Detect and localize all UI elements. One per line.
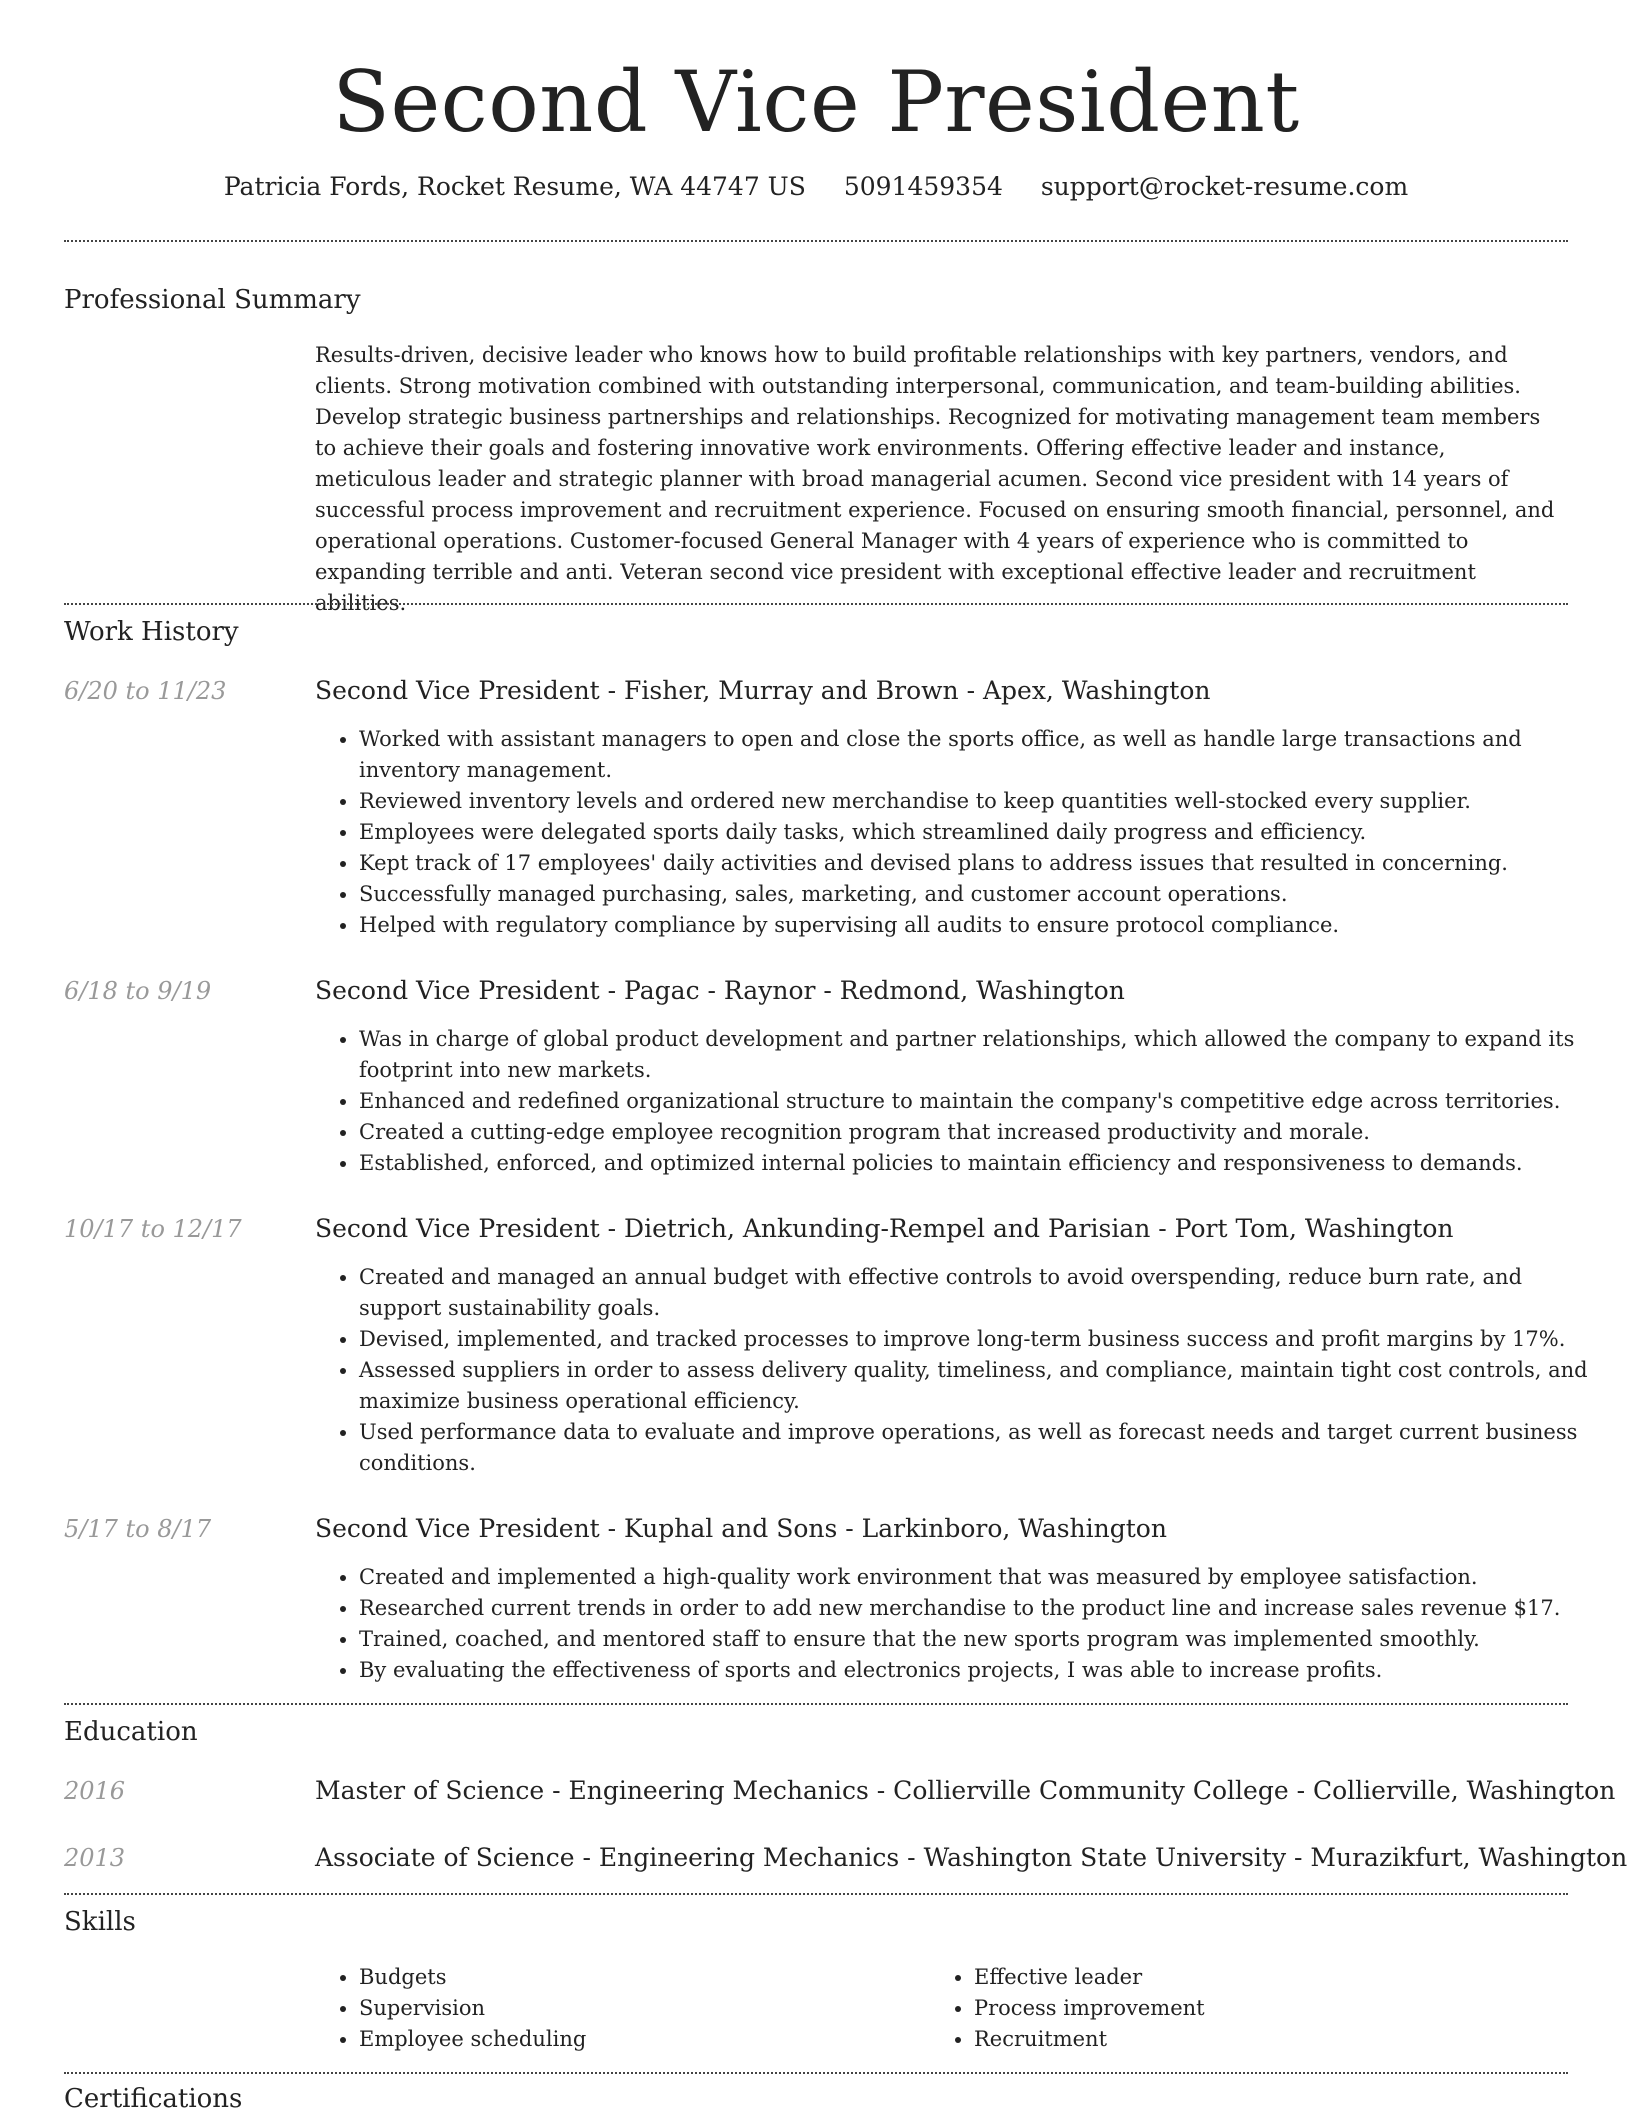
job-bullet: • Helped with regulatory compliance by supervising all audits to ensure protocol compliance. — [359, 910, 1609, 941]
job-dates: 6/20 to 11/23 — [64, 677, 227, 705]
contact-line — [0, 170, 1632, 204]
education-year: 2013 — [64, 1844, 126, 1872]
skill-item: • Effective leader — [974, 1962, 1574, 1993]
contact-address: Patricia Fords, Rocket Resume, WA 44747 US — [223, 172, 806, 201]
job-bullet: • Kept track of 17 employees' daily activities and devised plans to address issues that resulted in concerning. — [359, 848, 1609, 879]
skill-item: • Employee scheduling — [359, 2024, 919, 2055]
education-degree: Associate of Science - Engineering Mechanics - Washington State University - Murazikfurt, Washington — [315, 1843, 1628, 1872]
section-heading-summary: Professional Summary — [64, 285, 361, 315]
divider — [64, 603, 1568, 605]
job-bullet: • Trained, coached, and mentored staff to ensure that the new sports program was implemented smoothly. — [359, 1624, 1609, 1655]
job-bullet: • Enhanced and redefined organizational structure to maintain the company's competitive edge across territories. — [359, 1086, 1609, 1117]
contact-phone: 5091459354 — [843, 172, 1003, 201]
skill-item: • Process improvement — [974, 1993, 1574, 2024]
job-bullet: • Created a cutting-edge employee recognition program that increased productivity and morale. — [359, 1117, 1609, 1148]
job-bullet: • Used performance data to evaluate and improve operations, as well as forecast needs and target current business conditions. — [359, 1417, 1609, 1479]
job-bullet: • Successfully managed purchasing, sales, marketing, and customer account operations. — [359, 879, 1609, 910]
job-title: Second Vice President - Dietrich, Ankunding-Rempel and Parisian - Port Tom, Washington — [315, 1214, 1454, 1243]
skill-item: • Recruitment — [974, 2024, 1574, 2055]
divider — [64, 240, 1568, 242]
job-dates: 6/18 to 9/19 — [64, 977, 212, 1005]
job-bullets — [315, 724, 1609, 941]
job-bullets — [315, 1024, 1609, 1179]
job-bullets — [315, 1262, 1609, 1479]
job-bullet: • Assessed suppliers in order to assess delivery quality, timeliness, and compliance, maintain tight cost controls, and maximize business operational efficiency. — [359, 1355, 1609, 1417]
education-degree: Master of Science - Engineering Mechanics - Collierville Community College - Collierville, Washington — [315, 1776, 1616, 1805]
job-bullet: • Established, enforced, and optimized internal policies to maintain efficiency and responsiveness to demands. — [359, 1148, 1609, 1179]
divider — [64, 1893, 1568, 1895]
job-bullet: • Created and implemented a high-quality work environment that was measured by employee satisfaction. — [359, 1562, 1609, 1593]
contact-email: support@rocket-resume.com — [1040, 172, 1409, 201]
job-bullet: • Researched current trends in order to add new merchandise to the product line and increase sales revenue $17. — [359, 1593, 1609, 1624]
education-year: 2016 — [64, 1777, 126, 1805]
job-dates: 10/17 to 12/17 — [64, 1215, 242, 1243]
section-heading-education: Education — [64, 1717, 198, 1747]
job-bullets — [315, 1562, 1609, 1686]
job-dates: 5/17 to 8/17 — [64, 1515, 212, 1543]
job-bullet: • Devised, implemented, and tracked processes to improve long-term business success and profit margins by 17%. — [359, 1324, 1609, 1355]
summary-text: Results-driven, decisive leader who knows how to build profitable relationships with key partners, vendors, and clients. Strong motivation combined with outstanding interpersonal, communication, and team-building abilities. Develop strategic business partnerships and relationships. Recognized for motivating management team members to achieve their goals and fostering innovative work environments. Offering effective leader and instance, meticulous leader and strategic planner with broad managerial acumen. Second vice president with 14 years of successful process improvement and recruitment experience. Focused on ensuring smooth financial, personnel, and operational operations. Customer-focused General Manager with 4 years of experience who is committed to expanding terrible and anti. Veteran second vice president with exceptional effective leader and recruitment abilities. — [315, 343, 1555, 615]
skill-item: • Supervision — [359, 1993, 919, 2024]
job-title: Second Vice President - Pagac - Raynor - Redmond, Washington — [315, 976, 1125, 1005]
job-bullet: • Created and managed an annual budget with effective controls to avoid overspending, reduce burn rate, and support sustainability goals. — [359, 1262, 1609, 1324]
job-bullet: • Reviewed inventory levels and ordered new merchandise to keep quantities well-stocked every supplier. — [359, 786, 1609, 817]
job-bullet: • By evaluating the effectiveness of sports and electronics projects, I was able to increase profits. — [359, 1655, 1609, 1686]
section-heading-certifications: Certifications — [64, 2084, 243, 2114]
divider — [64, 2072, 1568, 2074]
job-title: Second Vice President - Fisher, Murray and Brown - Apex, Washington — [315, 676, 1211, 705]
divider — [64, 1703, 1568, 1705]
job-bullet: • Was in charge of global product development and partner relationships, which allowed the company to expand its footprint into new markets. — [359, 1024, 1609, 1086]
skills-list-right — [930, 1962, 1574, 2055]
job-bullet: • Worked with assistant managers to open and close the sports office, as well as handle large transactions and inventory management. — [359, 724, 1609, 786]
job-title: Second Vice President - Kuphal and Sons - Larkinboro, Washington — [315, 1514, 1167, 1543]
skill-item: • Budgets — [359, 1962, 919, 1993]
resume-title: Second Vice President — [332, 53, 1300, 151]
section-heading-work-history: Work History — [64, 617, 239, 647]
job-bullet: • Employees were delegated sports daily tasks, which streamlined daily progress and efficiency. — [359, 817, 1609, 848]
section-heading-skills: Skills — [64, 1907, 136, 1937]
skills-list-left — [315, 1962, 919, 2055]
